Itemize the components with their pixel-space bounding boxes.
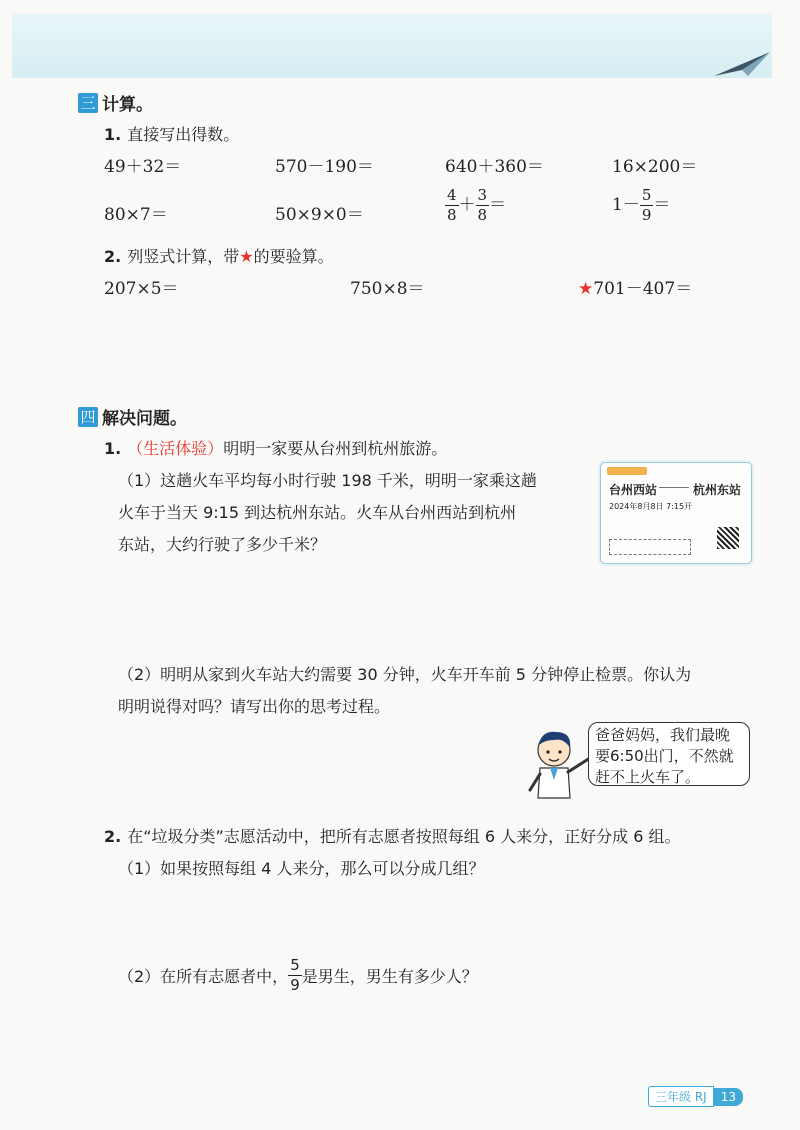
train-icon: [659, 477, 689, 488]
star-icon: ★: [239, 247, 254, 266]
header-band: [12, 14, 772, 78]
problem-1-intro: 1. （生活体验）明明一家要从台州到杭州旅游。: [104, 439, 448, 458]
expression: 207×5＝: [104, 279, 179, 299]
expression: 16×200＝: [612, 157, 698, 177]
boy-character-icon: [520, 728, 596, 808]
fraction: $\frac{5}{9}$: [641, 186, 652, 224]
question-1-prompt: 1. 直接写出得数。: [104, 125, 240, 144]
ticket-from-station: 台州西站: [609, 483, 658, 497]
section-number-badge: 三: [78, 93, 98, 113]
fraction-expression: $\frac{4}{8}$ ＋ $\frac{3}{8}$ ＝: [447, 186, 507, 224]
expression: 570－190＝: [275, 157, 374, 177]
section-title: 解决问题。: [102, 409, 187, 429]
problem-1-sub1-line: 东站，大约行驶了多少千米？: [118, 535, 327, 554]
ticket-date: 2024年8月8日 7:15开: [609, 502, 693, 511]
ticket-header-strip: [607, 467, 647, 475]
expression: 640＋360＝: [445, 157, 544, 177]
star-icon: ★: [578, 279, 594, 299]
section-calc-heading: [78, 90, 153, 115]
section-number-badge: 四: [78, 407, 98, 427]
speech-bubble: 爸爸妈妈，我们最晚要6:50出门，不然就赶不上火车了。: [588, 722, 750, 786]
question-2-prompt: 2. 列竖式计算，带★的要验算。: [104, 247, 334, 266]
problem-1-sub2-line: 明明说得对吗？请写出你的思考过程。: [118, 697, 391, 716]
fraction: $\frac{3}{8}$: [477, 186, 488, 224]
problem-1-sub2-line: （2）明明从家到火车站大约需要 30 分钟，火车开车前 5 分钟停止检票。你认为: [118, 665, 692, 684]
fraction: $\frac{4}{8}$: [447, 186, 457, 224]
ticket-to-station: 杭州东站: [692, 483, 741, 497]
fraction-expression: 1－ $\frac{5}{9}$ ＝: [612, 186, 671, 224]
section-title: 计算。: [102, 95, 153, 115]
problem-1-sub1-line: 火车于当天 9:15 到达杭州东站。火车从台州西站到杭州: [118, 503, 517, 522]
problem-2-intro: 2. 在“垃圾分类”志愿活动中，把所有志愿者按照每组 6 人来分，正好分成 6 组。: [104, 827, 681, 846]
page-footer: [648, 1086, 743, 1107]
paper-plane-icon: [712, 50, 772, 78]
expression: 750×8＝: [350, 279, 425, 299]
qr-code-icon: [717, 527, 739, 549]
tag-label: （生活体验）: [127, 439, 224, 458]
page-number: 13: [714, 1088, 743, 1106]
train-ticket: [600, 462, 752, 564]
fraction: $\frac{5}{9}$: [290, 956, 300, 994]
grade-label: 三年级 RJ: [648, 1086, 714, 1107]
expression: 80×7＝: [104, 205, 168, 225]
section-problems-heading: [78, 404, 187, 429]
expression: 50×9×0＝: [275, 205, 364, 225]
starred-expression: ★701－407＝: [578, 279, 693, 299]
ticket-notice-box: [609, 539, 691, 555]
problem-2-sub2: （2）在所有志愿者中， $\frac{5}{9}$ 是男生，男生有多少人？: [118, 956, 478, 994]
problem-2-sub1: （1）如果按照每组 4 人来分，那么可以分成几组？: [118, 859, 485, 878]
problem-1-sub1-line: （1）这趟火车平均每小时行驶 198 千米，明明一家乘这趟: [118, 471, 537, 490]
expression: 49＋32＝: [104, 157, 182, 177]
